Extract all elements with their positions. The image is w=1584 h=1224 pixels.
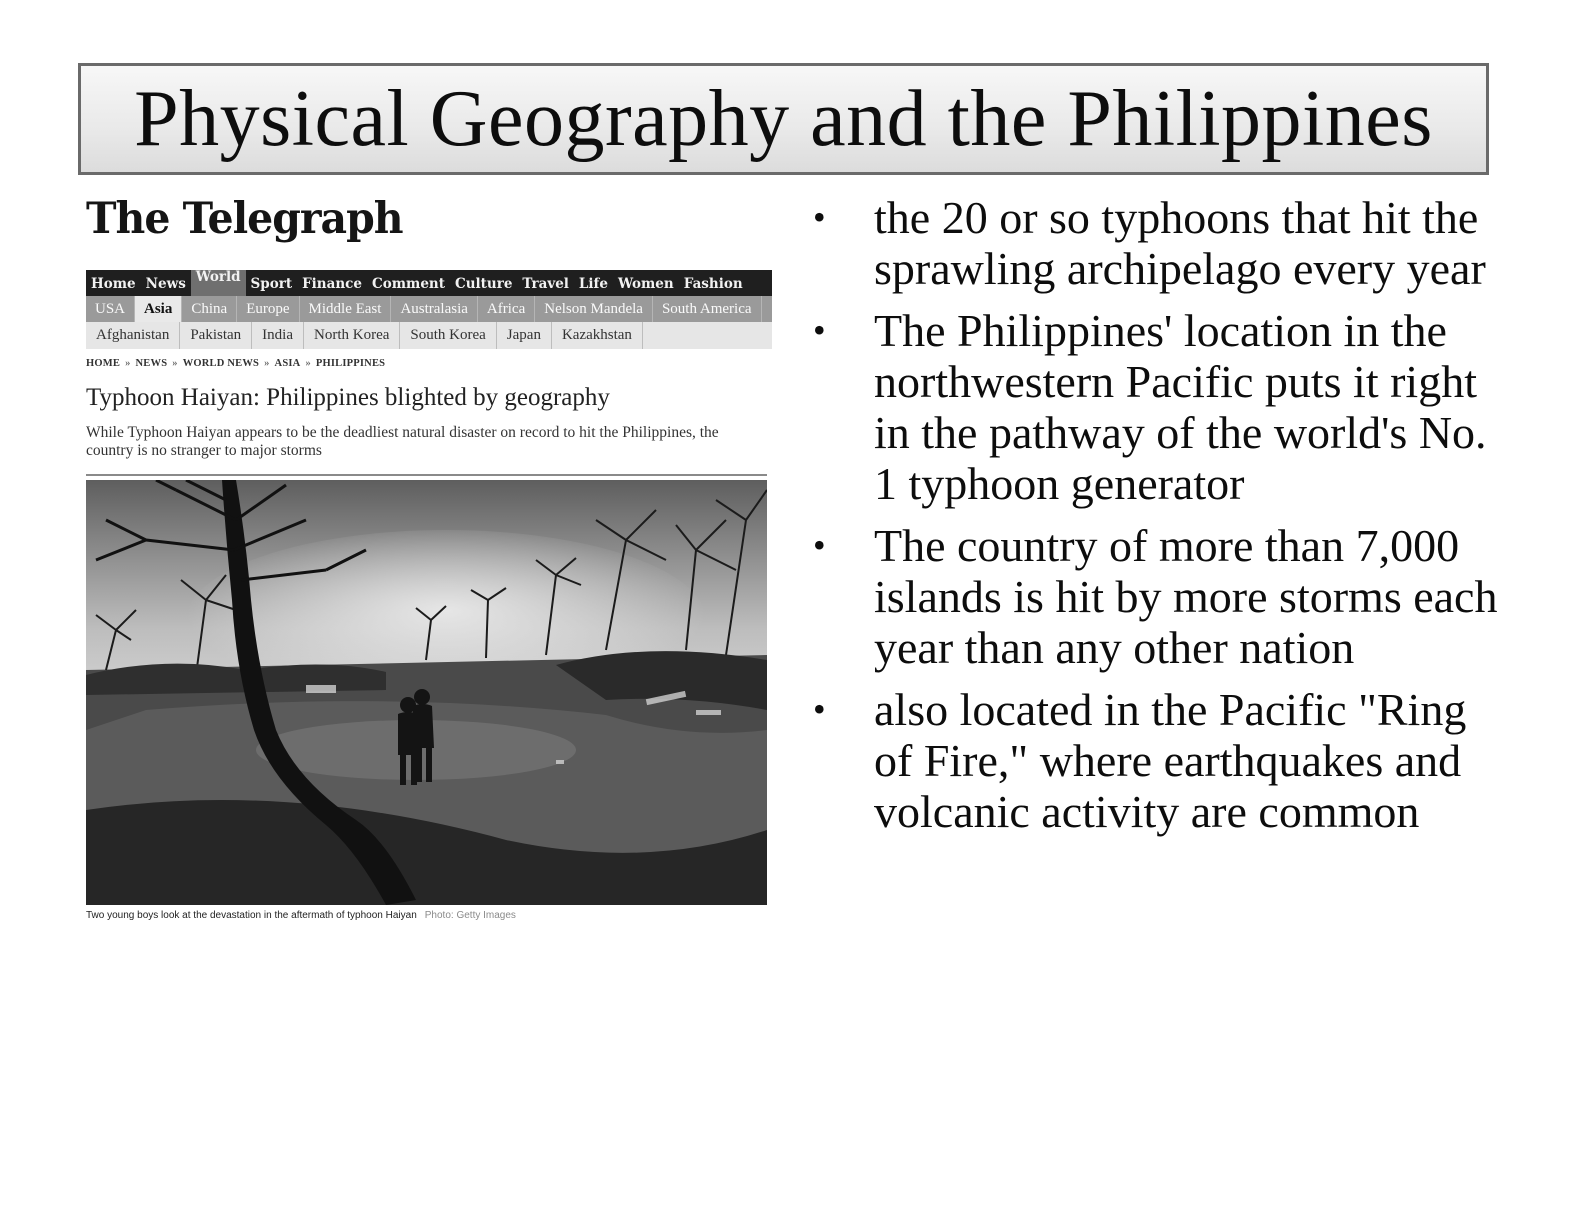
breadcrumb-separator: »	[264, 358, 270, 369]
nav-link-women[interactable]: Women	[617, 276, 674, 292]
bullet-text: the 20 or so typhoons that hit the sprawling archipelago every year	[874, 192, 1486, 294]
telegraph-masthead: The Telegraph	[86, 193, 403, 244]
topic-link-pakistan[interactable]: Pakistan	[180, 322, 252, 349]
topic-link-japan[interactable]: Japan	[497, 322, 552, 349]
subnav-link-middle-east[interactable]: Middle East	[300, 296, 392, 322]
subnav-link-nelson-mandela[interactable]: Nelson Mandela	[535, 296, 653, 322]
bullet-dot-icon: •	[813, 525, 826, 565]
topic-link-north-korea[interactable]: North Korea	[304, 322, 400, 349]
breadcrumb-item-home[interactable]: HOME	[86, 358, 121, 369]
subnav-link-usa[interactable]: USA	[86, 296, 135, 322]
topic-link-kazakhstan[interactable]: Kazakhstan	[552, 322, 643, 349]
subnav-link-asia[interactable]: Asia	[135, 296, 182, 322]
nav-link-world[interactable]: World	[191, 270, 246, 296]
bullet-text: The country of more than 7,000 islands is hit by more storms each year than any other nation	[874, 520, 1498, 673]
bullet-dot-icon: •	[813, 689, 826, 729]
nav-link-home[interactable]: Home	[91, 276, 136, 292]
tertiary-nav	[86, 322, 772, 349]
nav-link-culture[interactable]: Culture	[454, 276, 513, 292]
breadcrumb-item-asia[interactable]: ASIA	[274, 358, 301, 369]
breadcrumb-item-world-news[interactable]: WORLD NEWS	[182, 358, 260, 369]
breadcrumb-separator: »	[172, 358, 178, 369]
nav-link-comment[interactable]: Comment	[372, 276, 445, 292]
primary-nav	[86, 270, 772, 296]
bullet-dot-icon: •	[813, 197, 826, 237]
bullet-dot-icon: •	[813, 310, 826, 350]
subnav-link-china[interactable]: China	[182, 296, 237, 322]
subnav-link-australasia[interactable]: Australasia	[391, 296, 477, 322]
photo-credit: Photo: Getty Images	[424, 910, 516, 921]
bullet-item	[810, 192, 1510, 294]
subnav-link-south-america[interactable]: South America	[653, 296, 762, 322]
nav-link-fashion[interactable]: Fashion	[683, 276, 743, 292]
article-screenshot	[86, 188, 772, 938]
caption-text: Two young boys look at the devastation in the aftermath of typhoon Haiyan	[86, 910, 417, 921]
nav-link-news[interactable]: News	[145, 276, 186, 292]
photo-illustration	[86, 480, 767, 905]
breadcrumb	[86, 358, 385, 369]
slide-title: Physical Geography and the Philippines	[134, 74, 1433, 163]
secondary-nav	[86, 296, 772, 322]
article-standfirst: While Typhoon Haiyan appears to be the deadliest natural disaster on record to hit the Philippines, the country is no stranger to major storms	[86, 424, 719, 459]
bullet-item	[810, 520, 1510, 673]
article-headline: Typhoon Haiyan: Philippines blighted by geography	[86, 384, 610, 411]
nav-link-travel[interactable]: Travel	[522, 276, 569, 292]
nav-link-sport[interactable]: Sport	[250, 276, 293, 292]
breadcrumb-separator: »	[305, 358, 311, 369]
slide-title-box	[78, 63, 1489, 175]
breadcrumb-item-news[interactable]: NEWS	[135, 358, 168, 369]
breadcrumb-separator: »	[125, 358, 131, 369]
subnav-link-africa[interactable]: Africa	[478, 296, 535, 322]
bullet-list	[810, 192, 1510, 848]
divider	[86, 474, 767, 476]
article-photo	[86, 480, 767, 905]
nav-link-finance[interactable]: Finance	[302, 276, 362, 292]
bullet-text: The Philippines' location in the northwestern Pacific puts it right in the pathway of the world's No. 1 typhoon generator	[874, 305, 1487, 509]
bullet-text: also located in the Pacific "Ring of Fire," where earthquakes and volcanic activity are common	[874, 684, 1467, 837]
topic-link-india[interactable]: India	[252, 322, 304, 349]
subnav-link-europe[interactable]: Europe	[237, 296, 299, 322]
photo-caption	[86, 910, 516, 921]
bullet-item	[810, 305, 1510, 509]
bullet-item	[810, 684, 1510, 837]
topic-link-south-korea[interactable]: South Korea	[400, 322, 496, 349]
breadcrumb-item-philippines[interactable]: PHILIPPINES	[315, 358, 386, 369]
topic-link-afghanistan[interactable]: Afghanistan	[86, 322, 180, 349]
nav-link-life[interactable]: Life	[578, 276, 608, 292]
